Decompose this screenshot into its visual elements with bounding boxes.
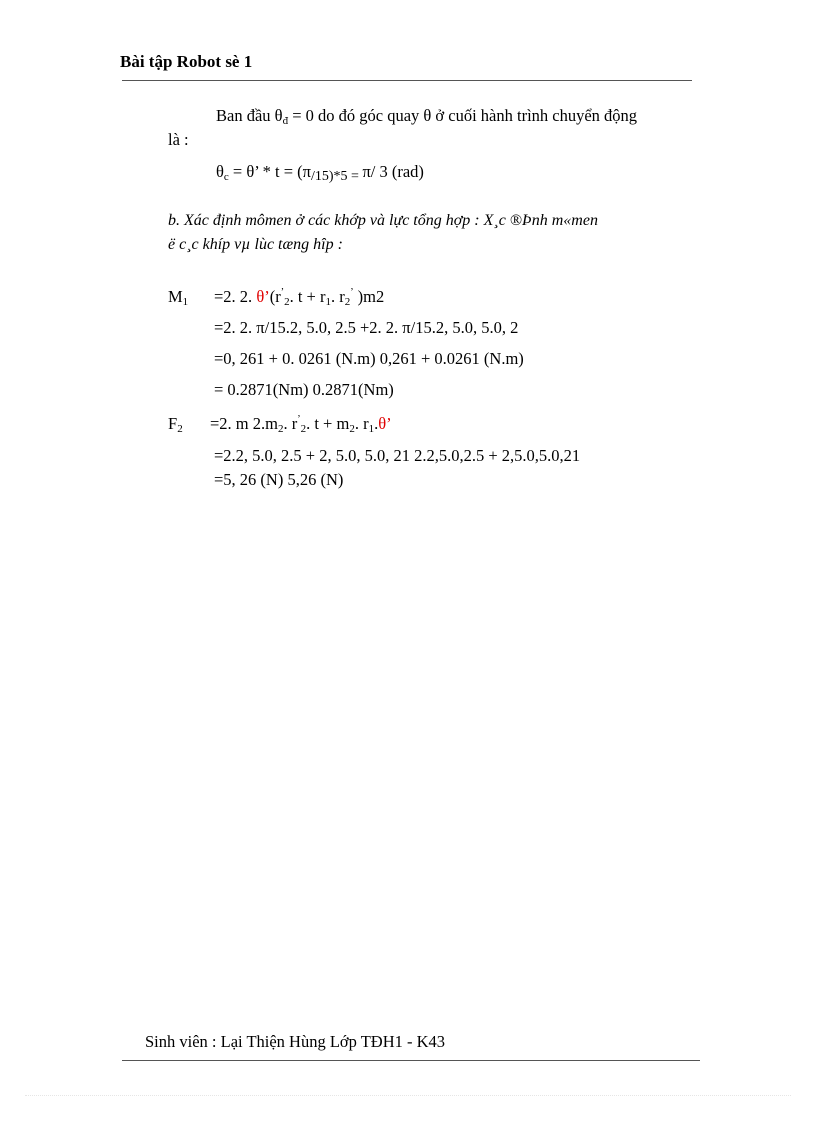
footer-text: Sinh viên : Lại Thiện Hùng Lớp TĐH1 - K43: [145, 1032, 446, 1051]
f-eq1-a: =2. m 2.m: [210, 414, 278, 433]
formula-frac: /15)*5 =: [311, 169, 363, 184]
theta-formula: [216, 162, 424, 185]
force-eq-2: =2.2, 5.0, 2.5 + 2, 5.0, 5.0, 21 2.2,5.0,2.5 + 2,5.0,5.0,21: [214, 446, 581, 465]
page-bottom-dotted-line: [25, 1095, 791, 1096]
f-eq1-sub4: 1: [368, 423, 375, 435]
section-b-line-2: ë c¸c khíp vµ lùc tæng hîp :: [168, 236, 343, 253]
intro-line-1: [216, 106, 637, 126]
m-eq1-sub2: 1: [325, 296, 331, 308]
f-eq1-sup1: ’: [297, 414, 301, 425]
intro-sub: đ: [282, 115, 289, 127]
footer-rule: [122, 1060, 700, 1061]
formula-end: π/ 3 (rad): [362, 162, 424, 181]
formula-theta: θ: [216, 162, 224, 181]
moment-sub: 1: [182, 296, 189, 308]
header-title: Bài tập Robot sè 1: [120, 52, 253, 71]
section-b-line-1: b. Xác định mômen ở các khớp và lực tổng hợp : X¸c ®Þnh m«men: [168, 212, 598, 229]
f-eq1-theta-dot: θ’: [378, 414, 392, 433]
force-eq-1: [210, 414, 392, 434]
force-label: [168, 414, 183, 434]
m-eq1-e: )m2: [353, 287, 385, 306]
m-eq1-d: . r: [330, 287, 345, 306]
moment-eq-1: [214, 287, 384, 307]
moment-eq-2: =2. 2. π/15.2, 5.0, 2.5 +2. 2. π/15.2, 5.0, 5.0, 2: [214, 318, 519, 337]
f-eq1-c: . t + m: [306, 414, 350, 433]
m-eq1-b: (r: [269, 287, 281, 306]
header-rule: [122, 80, 692, 81]
force-symbol: F: [168, 414, 178, 433]
moment-eq-4: = 0.2871(Nm) 0.2871(Nm): [214, 380, 394, 399]
m-eq1-sup1: ’: [280, 287, 285, 298]
m-eq1-a: =2. 2.: [214, 287, 257, 306]
intro-line-2: là :: [168, 130, 189, 149]
f-eq1-b: . r: [283, 414, 298, 433]
f-eq1-sub3: 2: [349, 423, 355, 435]
f-eq1-sub1: 2: [277, 423, 284, 435]
m-eq1-theta-dot: θ’: [256, 287, 270, 306]
intro-text: Ban đầu θ: [216, 106, 283, 125]
m-eq1-c: . t + r: [289, 287, 326, 306]
intro-text-rest: = 0 do đó góc quay θ ở cuối hành trình chuyển động: [288, 106, 638, 125]
moment-label: [168, 287, 188, 307]
moment-eq-3: =0, 261 + 0. 0261 (N.m) 0,261 + 0.0261 (N.m): [214, 349, 524, 368]
formula-mid: = θ’ * t = (π: [228, 162, 311, 181]
force-sub: 2: [177, 423, 183, 435]
m-eq1-sub3: 2: [344, 296, 351, 308]
formula-sub: c: [223, 171, 229, 183]
force-eq-3: =5, 26 (N) 5,26 (N): [214, 470, 344, 489]
m-eq1-sup2: ’: [350, 287, 354, 298]
f-eq1-sub2: 2: [300, 423, 307, 435]
f-eq1-e: .: [374, 414, 379, 433]
moment-symbol: M: [168, 287, 183, 306]
f-eq1-d: . r: [354, 414, 369, 433]
m-eq1-sub1: 2: [284, 296, 290, 308]
